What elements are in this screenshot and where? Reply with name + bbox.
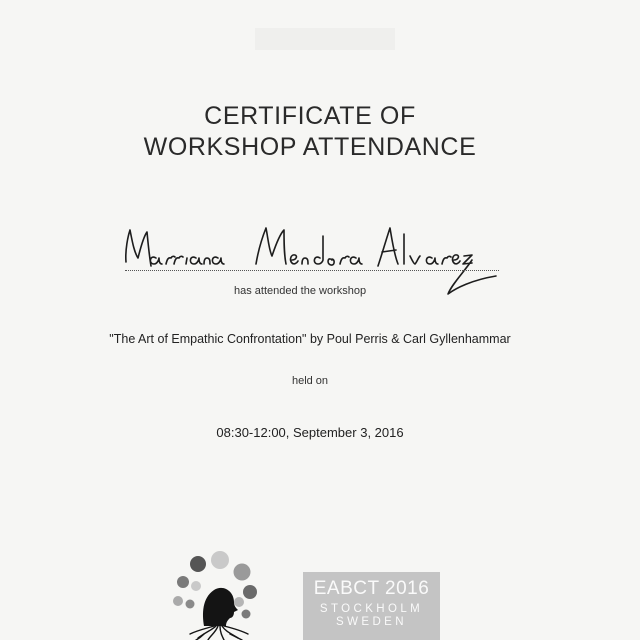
workshop-date: 08:30-12:00, September 3, 2016 <box>216 425 404 440</box>
certificate-title <box>0 101 620 163</box>
certificate-title-line-2: WORKSHOP ATTENDANCE <box>143 133 477 161</box>
signature-line <box>125 270 499 271</box>
held-on-text: held on <box>291 375 329 387</box>
certificate-title-line-1: CERTIFICATE OF <box>204 102 416 130</box>
tree-head-logo-icon <box>168 548 268 640</box>
workshop-title: "The Art of Empathic Confrontation" by Poul Perris & Carl Gyllenhammar <box>109 332 511 346</box>
eabct-logo-name: EABCT 2016 <box>313 578 430 599</box>
eabct-logo-city: STOCKHOLM <box>319 603 424 615</box>
eabct-logo <box>303 572 440 640</box>
faded-header-mark <box>255 28 395 50</box>
eabct-logo-country: SWEDEN <box>336 616 407 628</box>
attended-text: has attended the workshop <box>234 285 367 297</box>
